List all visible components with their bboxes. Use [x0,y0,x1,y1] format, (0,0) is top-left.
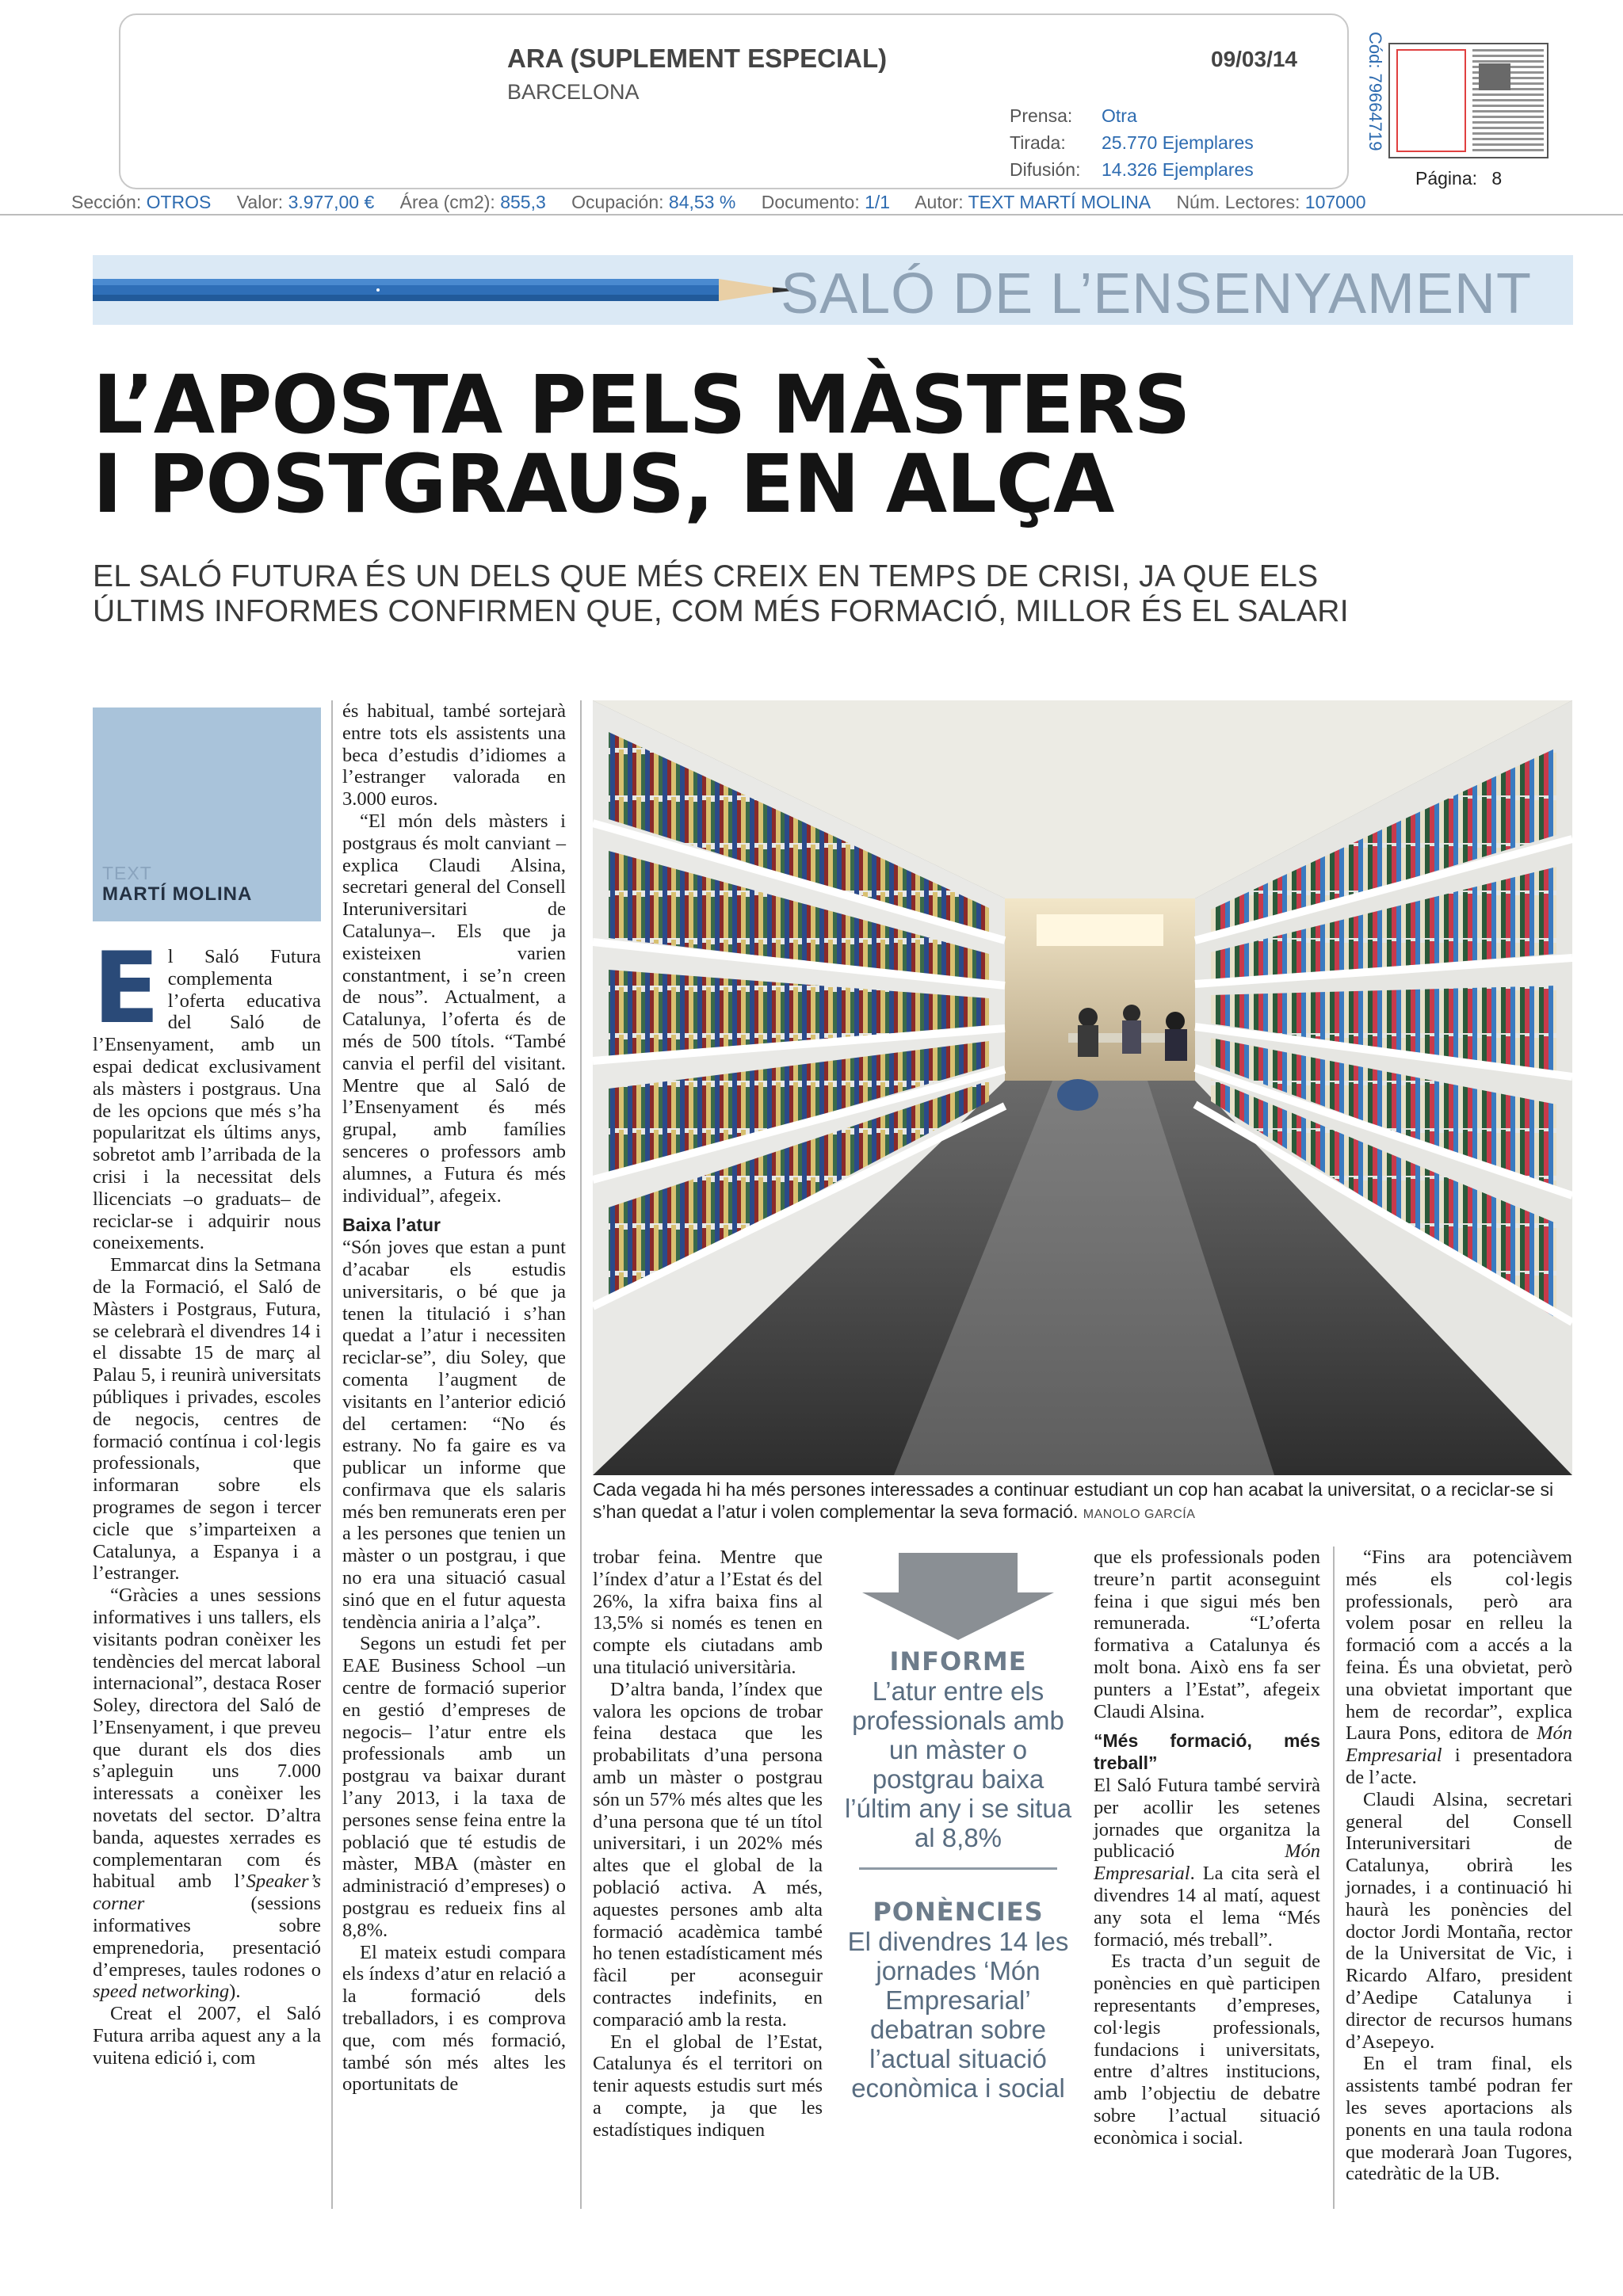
paragraph: En el tram final, els assistents també podran fer les seves aportacions als ponents en una taula rodona que moderarà Joan Tugores, catedràtic de la UB. [1346,2053,1572,2185]
section-label: Sección: [71,192,142,212]
document-value: 1/1 [865,192,891,212]
document-label: Documento: [761,192,860,212]
article-headline [93,358,1304,532]
drop-cap: E [93,932,160,1046]
pencil-icon [93,276,806,304]
section-value: OTROS [146,192,212,212]
paragraph [93,1585,321,2003]
header-divider [0,214,1623,215]
section-title: SALÓ DE L’ENSENYAMENT [781,262,1532,326]
print-run-label: Tirada: [1010,132,1066,153]
italic-term: speed networking [93,1981,230,2003]
thumbnail-left-page [1396,49,1466,152]
paragraph: Emmarcat dins la Setmana de la Formació, el Saló de Màsters i Postgraus, Futura, se celebrarà el divendres 14 i el dissabte 15 de març al Palau 5, i reunirà universitats públiques i privades, escoles de negocis, centres de formació contínua i col·legis professionals, que informaran sobre els programes de segon i tercer cicle que s’imparteixen a Catalunya, a Espanya i a l’estranger. [93,1254,321,1585]
column-divider [580,700,582,2209]
paragraph: Claudi Alsina, secretari general del Consell Interuniversitari de Catalunya, obrirà les jornades, i a continuació hi haurà les ponències del doctor Jordi Montaña, rector de la Universitat de Vic, i Ricardo Alfaro, president d’Aedipe Catalunya i director de recursos humans d’Asepeyo. [1346,1788,1572,2053]
paragraph: “El món dels màsters i postgraus és molt canviant –explica Claudi Alsina, secretari general del Consell Interuniversitari de Catalunya–. Els que ja existeixen varien constantment, i se’n creen de nous”. Actualment, a Catalunya, l’oferta és de més de 500 títols. “També canvia el perfil del visitant. Mentre que al Saló de l’Ensenyament és més grupal, amb famílies senceres o professors amb alumnes, a Futura és més individual”, afegeix. [342,810,566,1207]
paragraph: D’altra banda, l’índex que valora les opcions de trobar feina destaca que les probabilitats d’una persona amb un màster o postgrau són un 57% més altes que les d’una persona que té un títol universitari, i un 202% més altes que el global de la població activa. A més, aquestes persones amb alta formació acadèmica també ho tenen estadísticament més fàcil per aconseguir contractes indefinits, en comparació amb la resta. [593,1678,823,2031]
author-value: TEXT MARTÍ MOLINA [968,192,1151,212]
page-value: 8 [1491,168,1503,189]
press-value: Otra [1102,105,1137,126]
byline-label: TEXT [102,863,152,883]
paragraph: Es tracta d’un seguit de ponències en què participen representants d’empreses, col·legis professionals, fundacions i universitats, entre d’altres institucions, amb l’objectiu de debatre sobre l’actual situació econòmica i social. [1094,1951,1320,2149]
paragraph-text: i presentadora de l’acte. [1346,1745,1572,1788]
distribution-label: Difusión: [1010,159,1081,180]
paragraph-text: l Saló Futura complementa l’oferta educativa del Saló de l’Ensenyament, amb un espai dedicat exclusivament als màsters i postgraus. Una de les opcions que més s’ha popularitzat els últims anys, sobretot amb l’arribada de la crisi i la necessitat dels llicenciats –o graduats– de reciclar-se i adquirir nous coneixements. [93,946,321,1254]
library-photo [593,700,1572,1475]
column-divider [331,700,333,2209]
byline-author: MARTÍ MOLINA [102,883,253,905]
column-divider [1333,1547,1335,2209]
section-banner [93,255,1573,325]
page-label: Página: [1415,168,1478,189]
photo-caption [593,1478,1572,1526]
caption-text: Cada vegada hi ha més persones interessades a continuar estudiant un cop han acabat la universitat, o a reciclar-se si s’han quedat a l’atur i volen complementar la seva formació. [593,1479,1554,1522]
press-label: Prensa: [1010,105,1073,126]
area-value: 855,3 [500,192,546,212]
article-column-4 [1094,1547,1320,2149]
occupation-value: 84,53 % [668,192,736,212]
italic-term: Speaker’s corner [93,1871,321,1915]
down-arrow-icon [862,1553,1054,1640]
document-code: Cód: 79664719 [1365,32,1385,151]
distribution-value: 14.326 Ejemplares [1102,159,1254,180]
informe-text: L’atur entre els professionals amb un màster o postgrau baixa l’últim any i se situa al 8,8% [844,1676,1072,1852]
paragraph: “Són joves que estan a punt d’acabar els estudis universitaris, o bé que ja tenen la titulació i s’han quedat a l’atur i necessiten reciclar-se”, diu Soley, que comenta l’augment de visitants en l’anterior edició del certamen: “No és estrany. No fa gaire es va publicar un informe que confirmava que els salaris més ben remunerats eren per a les persones que tenien un màster o un postgrau, i que no era una situació casual sinó que en el futur aquesta tendència aniria a l’alça”. [342,1237,566,1633]
subheading: “Més formació, més treball” [1094,1730,1320,1774]
sidebar-divider [859,1867,1057,1870]
article-column-3 [593,1547,823,2142]
byline-box [93,707,321,921]
subheading: Baixa l’atur [342,1215,441,1236]
paragraph-text: (sessions informatives sobre emprenedoria, presentació d’empreses, taules rodones o [93,1893,321,1981]
paragraph: En el global de l’Estat, Catalunya és el territori on tenir aquests estudis surt més a compte, ja que les estadístiques indiquen [593,2031,823,2141]
value-value: 3.977,00 € [288,192,375,212]
ponencies-title: PONÈNCIES [873,1897,1044,1927]
clipping-meta-line [71,192,1366,213]
italic-term: Món Empresarial [1346,1722,1572,1767]
paragraph: Creat el 2007, el Saló Futura arriba aquest any a la vuitena edició i, com [93,2003,321,2069]
paragraph: Segons un estudi fet per EAE Business School –un centre de formació superior en gestió d’empreses de negocis– l’atur entre els professionals amb un postgrau va baixar durant l’any 2013, i la taxa de persones sense feina entre la població que té estudis de màster, MBA (màster en administració d’empreses) o postgrau es redueix fins al 8,8%. [342,1633,566,1941]
area-label: Área (cm2): [399,192,495,212]
article-column-1 [93,932,321,2069]
readers-label: Núm. Lectores: [1176,192,1300,212]
value-label: Valor: [236,192,284,212]
paragraph-text: “Fins ara potenciàvem més els col·legis professionals, però ara volem posar en relleu la formació com a accés a la feina. És una obvietat, però una obvietat important que hem de recordar”, explica Laura Pons, editora de [1346,1547,1572,1745]
paragraph-text: El Saló Futura també servirà per acollir les setenes jornades que organitza la publicació [1094,1774,1320,1863]
readers-value: 107000 [1304,192,1366,212]
paragraph: que els professionals poden treure’n partit aconseguint feina i que sigui més ben remunerada. “L’oferta formativa a Catalunya és molt bona. Això ens fa ser punters a l’Estat”, afegeix Claudi Alsina. [1094,1547,1320,1722]
paragraph-text: ). [229,1981,241,2003]
article-column-5 [1346,1547,1572,2185]
library-aisle-image [593,700,1572,1475]
paragraph [93,932,321,1254]
italic-term: Món Empresarial [1094,1840,1320,1885]
publication-name: ARA (SUPLEMENT ESPECIAL) [507,44,888,73]
paragraph: El mateix estudi compara els índexs d’atur en relació a la formació dels treballadors, i es comprova que, com més formació, també són més altes les oportunitats de [342,1941,566,2096]
occupation-label: Ocupación: [571,192,664,212]
article-column-2 [342,700,566,2096]
page-number [1415,168,1502,189]
publication-date: 09/03/14 [1211,47,1297,71]
print-run-value: 25.770 Ejemplares [1102,132,1254,153]
clipping-header [119,13,1349,189]
paragraph: trobar feina. Mentre que l’índex d’atur a l’Estat és del 26%, la xifra baixa fins al 13,5% si només es tenen en compte els ciutadans amb una titulació universitària. [593,1547,823,1678]
paragraph [1346,1547,1572,1789]
paragraph: és habitual, també sortejarà entre tots els assistents una beca d’estudis d’idiomes a l’estranger valorada en 3.000 euros. [342,700,566,810]
headline-line-2: I POSTGRAUS, EN ALÇA [93,437,1114,532]
publication-city: BARCELONA [507,80,640,104]
author-label: Autor: [915,192,964,212]
thumbnail-right-page [1472,49,1544,152]
headline-line-1: L’APOSTA PELS MÀSTERS [93,358,1190,452]
page-thumbnail[interactable] [1388,43,1549,158]
article-subheadline: EL SALÓ FUTURA ÉS UN DELS QUE MÉS CREIX EN TEMPS DE CRISI, JA QUE ELS ÚLTIMS INFORMES CONFIRMEN QUE, COM MÉS FORMACIÓ, MILLOR ÉS EL SALARI [93,559,1349,628]
paragraph-text: . La cita serà el divendres 14 al matí, aquest any sota el lema “Més formació, més treball”. [1094,1863,1320,1951]
paragraph [1094,1775,1320,1951]
ponencies-text: El divendres 14 les jornades ‘Món Empresarial’ debatran sobre l’actual situació econòmica i social [847,1927,1069,2103]
informe-title: INFORME [889,1646,1027,1676]
paragraph-text: “Gràcies a unes sessions informatives i uns tallers, els visitants podran conèixer les tendències del mercat laboral internacional”, destaca Roser Soley, directora del Saló de l’Ensenyament, i que preveu que durant els dos dies s’apleguin uns 7.000 interessats a conèixer les novetats del sector. D’altra banda, aquestes xerrades es complementaran com és habitual amb l’ [93,1585,321,1893]
photo-credit: MANOLO GARCÍA [1083,1508,1196,1521]
